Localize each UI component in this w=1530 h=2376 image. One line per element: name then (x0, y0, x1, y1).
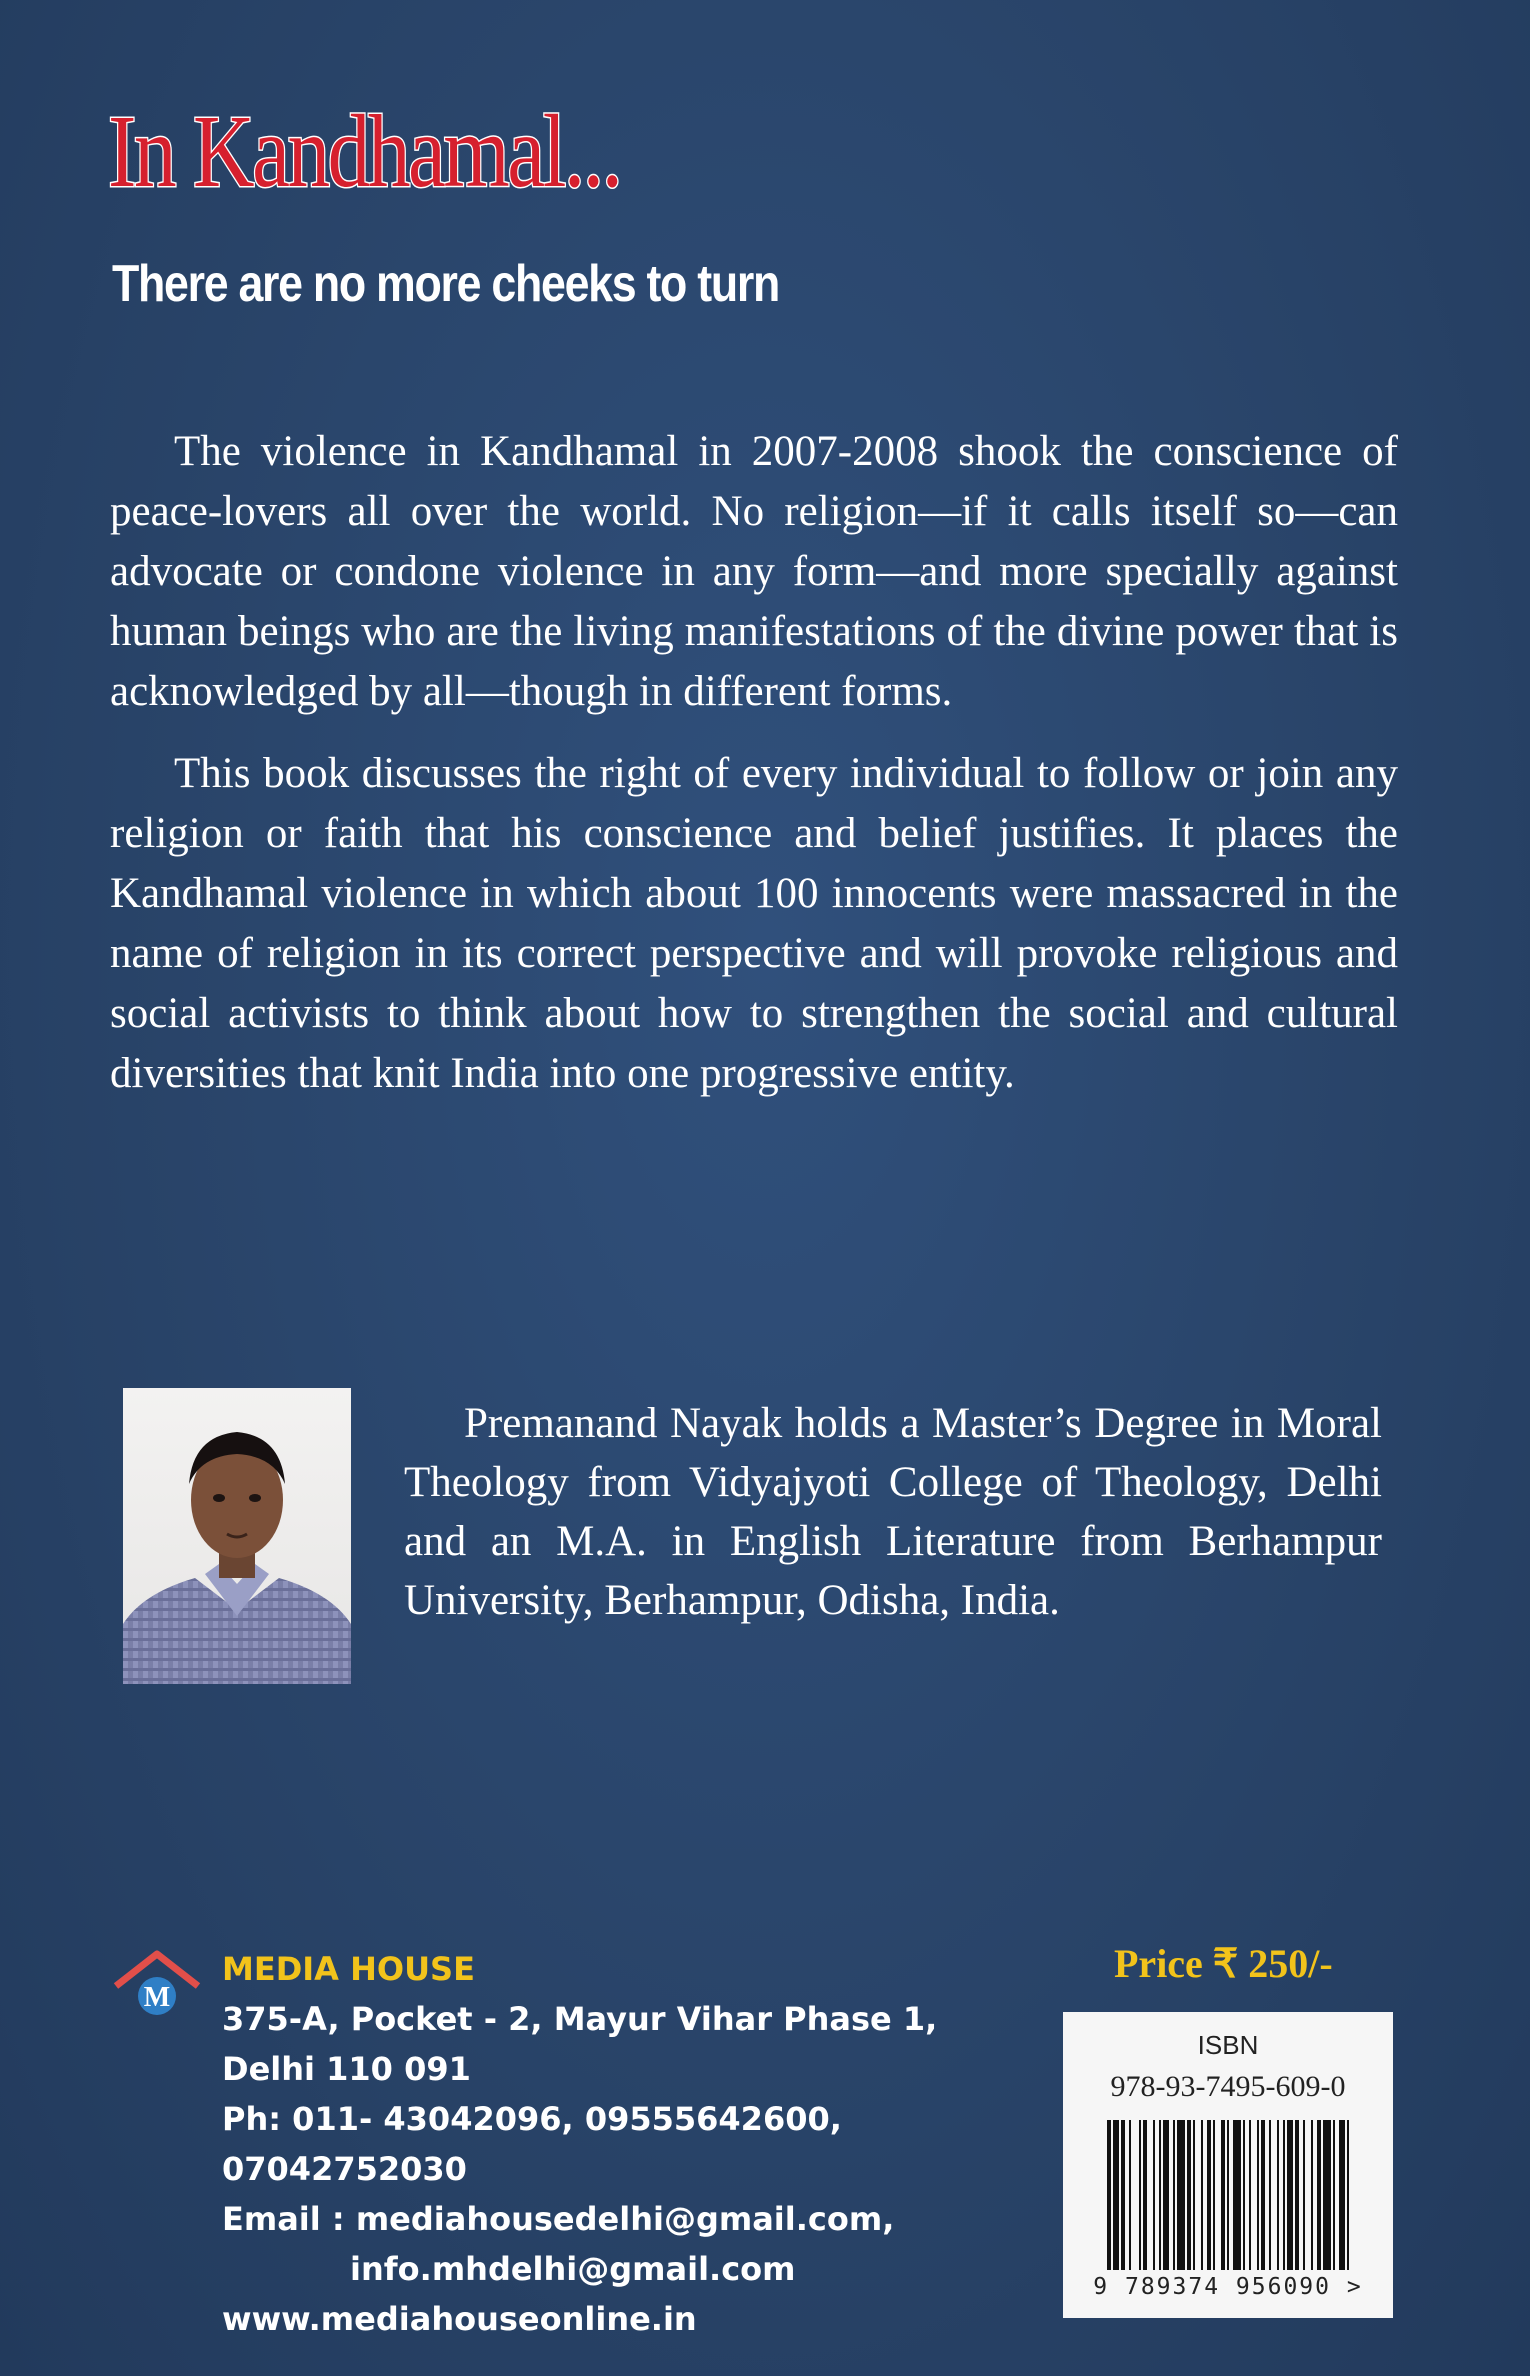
barcode-bar (1207, 2120, 1211, 2270)
publisher-address-line-2: Delhi 110 091 (222, 2050, 471, 2088)
barcode-icon (1107, 2120, 1349, 2270)
barcode-bar (1159, 2120, 1161, 2270)
publisher-logo (112, 1948, 202, 2018)
author-portrait-icon (123, 1388, 351, 1684)
barcode-bar (1107, 2120, 1111, 2270)
barcode-bar (1323, 2120, 1331, 2270)
publisher-logo-letter: M (143, 1982, 171, 2013)
publisher-phone-line-2: 07042752030 (222, 2150, 467, 2188)
publisher-email-line-2: info.mhdelhi@gmail.com (350, 2250, 796, 2288)
barcode-bar (1227, 2120, 1229, 2270)
isbn-barcode-box (1063, 2012, 1393, 2318)
blurb-paragraph-2: This book discusses the right of every individual to follow or join any religion or faith that his conscience and belief justifies. It places the Kandhamal violence in which about 100 innocents were massacred in the name of religion in its correct perspective and will provoke religious and social activists to think about how to strengthen the social and cultural diversities that knit India into one progressive entity. (110, 750, 1398, 1097)
publisher-phone-line-1: Ph: 011- 43042096, 09555642600, (222, 2100, 842, 2138)
barcode-bar (1187, 2120, 1191, 2270)
publisher-email-line-1: Email : mediahousedelhi@gmail.com, (222, 2200, 895, 2238)
barcode-bar (1139, 2120, 1141, 2270)
barcode-bar (1121, 2120, 1125, 2270)
book-title: In Kandhamal... (108, 94, 621, 209)
barcode-bar (1213, 2120, 1215, 2270)
barcode-bar (1347, 2120, 1349, 2270)
publisher-website: www.mediahouseonline.in (222, 2300, 697, 2338)
barcode-bar (1173, 2120, 1175, 2270)
barcode-bar (1243, 2120, 1245, 2270)
barcode-bar (1277, 2120, 1279, 2270)
barcode-bar (1287, 2120, 1293, 2270)
barcode-bar (1113, 2120, 1119, 2270)
barcode-bar (1257, 2120, 1259, 2270)
barcode-bar (1163, 2120, 1169, 2270)
barcode-digits: 9 789374 956090 > (1093, 2274, 1363, 2300)
barcode-bar (1201, 2120, 1203, 2270)
barcode-bar (1193, 2120, 1195, 2270)
barcode-bar (1249, 2120, 1251, 2270)
barcode-bar (1269, 2120, 1271, 2270)
barcode-bar (1261, 2120, 1265, 2270)
author-bio: Premanand Nayak holds a Master’s Degree in Moral Theology from Vidyajyoti College of Theology, Delhi and an M.A. in English Literature from Berhampur University, Berhampur, Odisha, India. (404, 1400, 1382, 1624)
house-logo-icon (112, 1948, 202, 2018)
barcode-bar (1339, 2120, 1345, 2270)
book-price: Price ₹ 250/- (1114, 1941, 1333, 1986)
blurb-paragraph-1: The violence in Kandhamal in 2007-2008 shook the conscience of peace-lovers all over the world. No religion—if it calls itself so—can advocate or condone violence in any form—and more specially against human beings who are the living manifestations of the divine power that is acknowledged by all—though in different forms. (110, 428, 1398, 715)
barcode-bar (1129, 2120, 1131, 2270)
publisher-name: MEDIA HOUSE (222, 1950, 475, 1988)
barcode-bar (1303, 2120, 1305, 2270)
isbn-number: 978-93-7495-609-0 (1110, 2070, 1346, 2103)
barcode-bar (1177, 2120, 1185, 2270)
publisher-info (222, 1944, 937, 2344)
barcode-bar (1143, 2120, 1147, 2270)
barcode-bar (1295, 2120, 1299, 2270)
book-subtitle: There are no more cheeks to turn (112, 255, 779, 313)
barcode-bar (1311, 2120, 1313, 2270)
isbn-label: ISBN (1197, 2030, 1259, 2060)
book-blurb (110, 422, 1398, 1126)
barcode-bar (1153, 2120, 1155, 2270)
publisher-address-line-1: 375-A, Pocket - 2, Mayur Vihar Phase 1, (222, 2000, 938, 2038)
author-photo (123, 1388, 351, 1684)
barcode-bar (1283, 2120, 1285, 2270)
barcode-bar (1333, 2120, 1335, 2270)
barcode-bar (1317, 2120, 1321, 2270)
barcode-bar (1221, 2120, 1225, 2270)
barcode-bar (1233, 2120, 1241, 2270)
